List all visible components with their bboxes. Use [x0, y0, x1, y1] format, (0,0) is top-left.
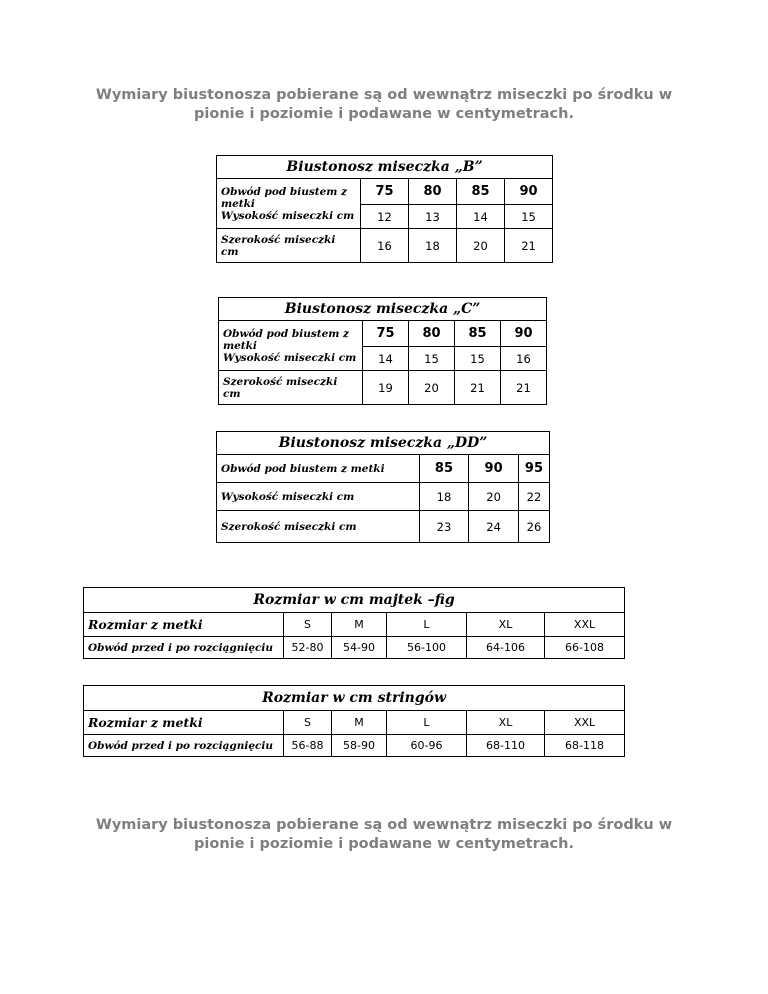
table-cell: 80	[409, 321, 455, 347]
table-cell: 85	[455, 321, 501, 347]
table-cell: 16	[361, 229, 409, 263]
row-label: Szerokość miseczki cm	[217, 229, 361, 263]
heading-line-2: pionie i poziomie i podawane w centymetrach.	[194, 836, 574, 852]
size-cell: XL	[467, 711, 545, 735]
table-cell: 85	[419, 455, 469, 483]
range-cell: 68-110	[467, 735, 545, 757]
table-cup-b	[216, 155, 553, 263]
row-label: Wysokość miseczki cm	[217, 483, 420, 511]
table-title: Rozmiar w cm majtek –fig	[84, 588, 625, 613]
range-cell: 54-90	[332, 637, 387, 659]
table-cell: 14	[457, 205, 505, 229]
size-cell: S	[284, 711, 332, 735]
table-cell: 15	[409, 347, 455, 371]
table-cell: 23	[419, 511, 469, 543]
table-cell: 20	[409, 371, 455, 405]
table-title: Biustonosz miseczka „B”	[217, 156, 553, 179]
table-cell: 22	[518, 483, 549, 511]
table-cup-dd	[216, 431, 550, 543]
row-label: Rozmiar z metki	[84, 613, 284, 637]
table-cell: 14	[363, 347, 409, 371]
range-cell: 52-80	[284, 637, 332, 659]
size-cell: M	[332, 711, 387, 735]
row-label: Obwód pod biustem z metki	[217, 455, 420, 483]
table-cell: 12	[361, 205, 409, 229]
range-cell: 68-118	[545, 735, 625, 757]
table-cell: 21	[505, 229, 553, 263]
table-briefs	[83, 587, 625, 659]
table-cup-c	[218, 297, 547, 405]
table-thongs	[83, 685, 625, 757]
size-cell: L	[387, 711, 467, 735]
table-cell: 21	[501, 371, 547, 405]
heading-line-2: pionie i poziomie i podawane w centymetrach.	[194, 106, 574, 122]
table-cell: 80	[409, 179, 457, 205]
range-cell: 56-100	[387, 637, 467, 659]
range-cell: 64-106	[467, 637, 545, 659]
table-cell: 20	[469, 483, 519, 511]
size-cell: XXL	[545, 613, 625, 637]
table-cell: 75	[361, 179, 409, 205]
row-label: Obwód pod biustem z metki Wysokość miseczki cm	[217, 179, 361, 229]
size-cell: XXL	[545, 711, 625, 735]
size-cell: M	[332, 613, 387, 637]
range-cell: 60-96	[387, 735, 467, 757]
table-title: Biustonosz miseczka „C”	[219, 298, 547, 321]
table-cell: 95	[518, 455, 549, 483]
table-cell: 15	[455, 347, 501, 371]
heading-top	[80, 86, 688, 124]
table-cell: 20	[457, 229, 505, 263]
table-cell: 19	[363, 371, 409, 405]
size-cell: L	[387, 613, 467, 637]
size-cell: XL	[467, 613, 545, 637]
heading-bottom	[80, 816, 688, 854]
table-title: Biustonosz miseczka „DD”	[217, 432, 550, 455]
table-cell: 90	[501, 321, 547, 347]
table-cell: 13	[409, 205, 457, 229]
table-cell: 85	[457, 179, 505, 205]
table-cell: 24	[469, 511, 519, 543]
table-cell: 18	[409, 229, 457, 263]
row-label: Szerokość miseczki cm	[217, 511, 420, 543]
heading-line-1: Wymiary biustonosza pobierane są od wewnątrz miseczki po środku w	[95, 817, 673, 833]
row-label: Rozmiar z metki	[84, 711, 284, 735]
table-cell: 16	[501, 347, 547, 371]
table-title: Rozmiar w cm stringów	[84, 686, 625, 711]
table-cell: 15	[505, 205, 553, 229]
table-cell: 21	[455, 371, 501, 405]
row-label: Obwód przed i po rozciągnięciu	[84, 735, 284, 757]
range-cell: 56-88	[284, 735, 332, 757]
range-cell: 58-90	[332, 735, 387, 757]
table-cell: 75	[363, 321, 409, 347]
row-label: Szerokość miseczki cm	[219, 371, 363, 405]
table-cell: 18	[419, 483, 469, 511]
table-cell: 90	[505, 179, 553, 205]
size-cell: S	[284, 613, 332, 637]
row-label: Obwód przed i po rozciągnięciu	[84, 637, 284, 659]
range-cell: 66-108	[545, 637, 625, 659]
table-cell: 26	[518, 511, 549, 543]
row-label: Obwód pod biustem z metki Wysokość miseczki cm	[219, 321, 363, 371]
heading-line-1: Wymiary biustonosza pobierane są od wewnątrz miseczki po środku w	[95, 87, 673, 103]
table-cell: 90	[469, 455, 519, 483]
